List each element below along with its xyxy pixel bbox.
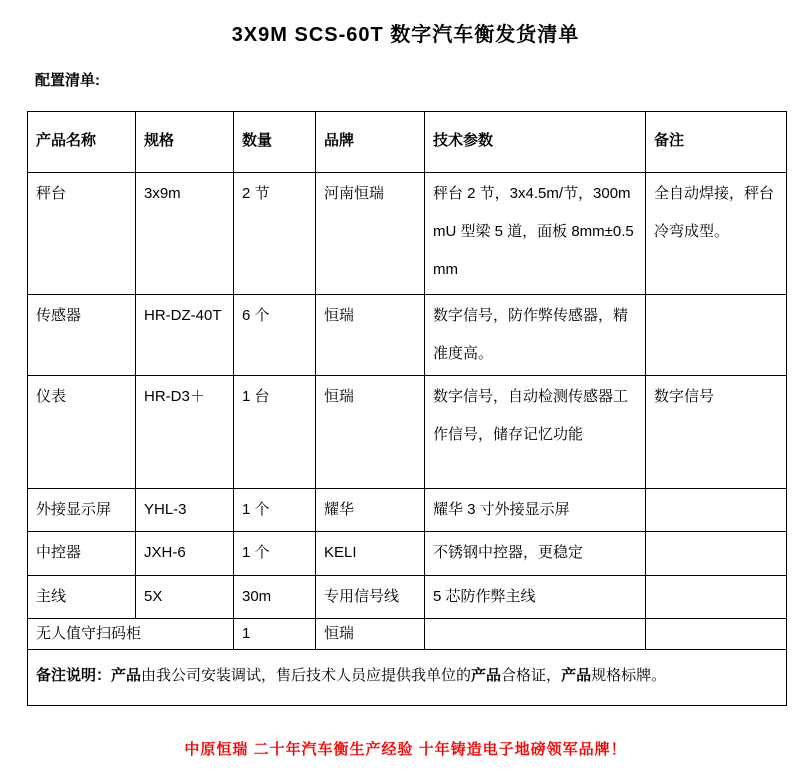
cell-product-name: 无人值守扫码柜 (28, 619, 234, 650)
cell-spec: JXH-6 (136, 532, 234, 576)
cell-brand: 恒瑞 (316, 619, 425, 650)
column-header-remark: 备注 (646, 112, 787, 173)
cell-product-name: 主线 (28, 576, 136, 619)
cell-brand: 恒瑞 (316, 295, 425, 376)
cell-brand: 耀华 (316, 489, 425, 532)
cell-brand: 河南恒瑞 (316, 173, 425, 295)
cell-spec: 5X (136, 576, 234, 619)
table-header-row (28, 112, 787, 173)
note-segment: 备注说明：产品 (36, 667, 142, 684)
section-label: 配置清单: (35, 72, 100, 89)
cell-spec: HR-D3＋ (136, 376, 234, 489)
cell-params (425, 619, 646, 650)
table-row (28, 173, 787, 295)
footer-slogan: 中原恒瑞 二十年汽车衡生产经验 十年铸造电子地磅领军品牌！ (184, 741, 627, 758)
config-table (27, 111, 787, 706)
cell-qty: 30m (234, 576, 316, 619)
cell-spec: HR-DZ-40T (136, 295, 234, 376)
cell-remark: 数字信号 (646, 376, 787, 489)
table-row (28, 295, 787, 376)
cell-qty: 1 个 (234, 532, 316, 576)
cell-remark (646, 576, 787, 619)
note-segment: 由我公司安装调试，售后技术人员应提供我单位的 (141, 667, 472, 684)
note-cell (28, 650, 787, 706)
cell-product-name: 外接显示屏 (28, 489, 136, 532)
cell-product-name: 中控器 (28, 532, 136, 576)
table-row (28, 489, 787, 532)
cell-params: 数字信号，自动检测传感器工作信号，储存记忆功能 (425, 376, 646, 489)
cell-remark (646, 295, 787, 376)
cell-remark (646, 489, 787, 532)
cell-product-name: 秤台 (28, 173, 136, 295)
cell-qty: 1 (234, 619, 316, 650)
note-segment: 产品 (471, 667, 502, 684)
column-header-product-name: 产品名称 (28, 112, 136, 173)
column-header-brand: 品牌 (316, 112, 425, 173)
table-row (28, 376, 787, 489)
column-header-qty: 数量 (234, 112, 316, 173)
cell-remark (646, 532, 787, 576)
table-row (28, 532, 787, 576)
table-row (28, 576, 787, 619)
cell-spec: 3x9m (136, 173, 234, 295)
note-segment: 合格证， (501, 667, 562, 684)
table-row-note (28, 650, 787, 706)
cell-params: 不锈钢中控器，更稳定 (425, 532, 646, 576)
document-title: 3X9M SCS-60T 数字汽车衡发货清单 (231, 24, 580, 46)
cell-qty: 1 个 (234, 489, 316, 532)
cell-product-name: 仪表 (28, 376, 136, 489)
cell-qty: 2 节 (234, 173, 316, 295)
note-segment: 规格标牌。 (591, 667, 667, 684)
cell-remark (646, 619, 787, 650)
cell-params: 5 芯防作弊主线 (425, 576, 646, 619)
cell-spec: YHL-3 (136, 489, 234, 532)
cell-params: 秤台 2 节，3x4.5m/节，300mmU 型梁 5 道，面板 8mm±0.5mm (425, 173, 646, 295)
cell-product-name: 传感器 (28, 295, 136, 376)
cell-brand: KELI (316, 532, 425, 576)
cell-qty: 6 个 (234, 295, 316, 376)
cell-brand: 专用信号线 (316, 576, 425, 619)
note-segment: 产品 (561, 667, 592, 684)
table-row-merged (28, 619, 787, 650)
cell-params: 数字信号，防作弊传感器，精准度高。 (425, 295, 646, 376)
cell-brand: 恒瑞 (316, 376, 425, 489)
column-header-spec: 规格 (136, 112, 234, 173)
cell-qty: 1 台 (234, 376, 316, 489)
column-header-params: 技术参数 (425, 112, 646, 173)
cell-remark: 全自动焊接，秤台冷弯成型。 (646, 173, 787, 295)
cell-params: 耀华 3 寸外接显示屏 (425, 489, 646, 532)
